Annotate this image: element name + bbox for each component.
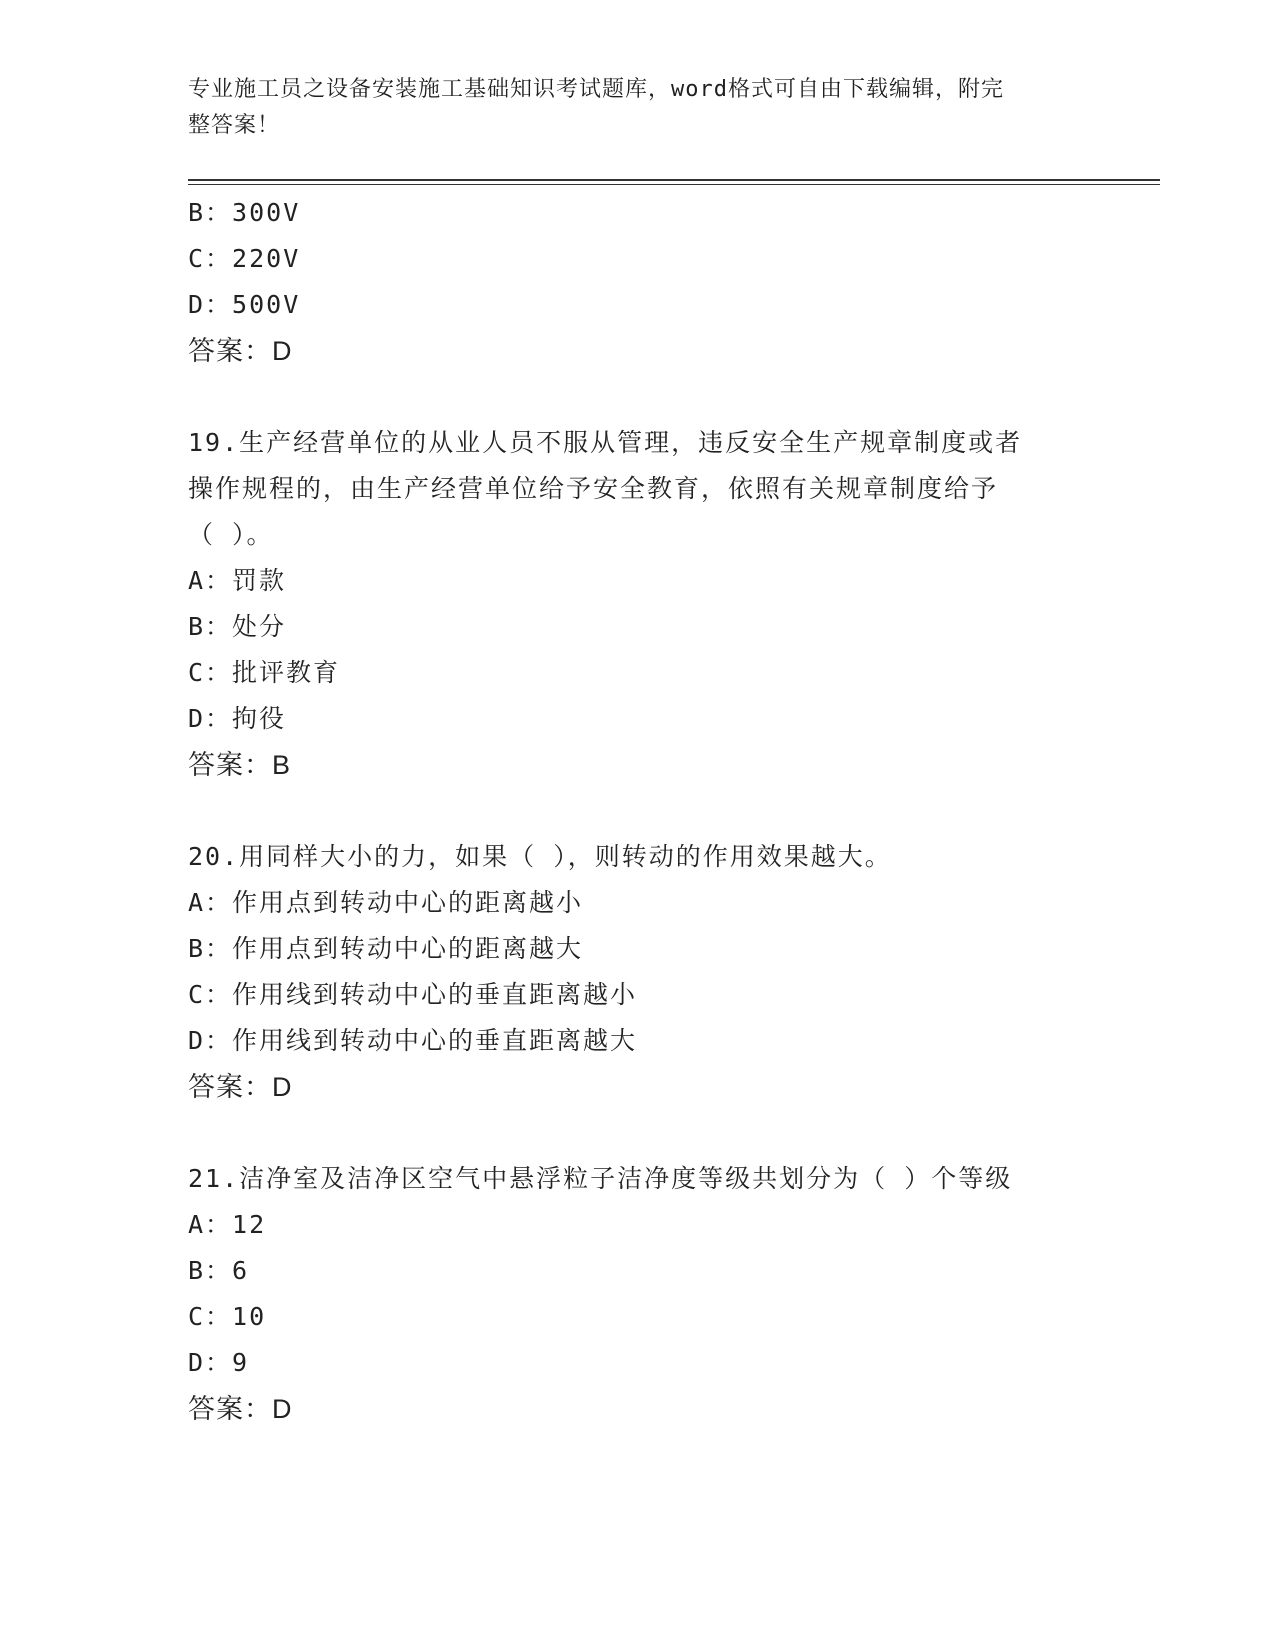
option-d: D：拘役	[188, 704, 287, 733]
header-line-2: 整答案！	[188, 113, 281, 138]
option-b: B：作用点到转动中心的距离越大	[188, 934, 584, 963]
spacer	[188, 788, 1088, 834]
option-a: A：12	[188, 1210, 267, 1239]
answer: 答案：D	[188, 336, 293, 366]
option-c: C：220V	[188, 244, 301, 273]
option-b: B：300V	[188, 198, 301, 227]
answer: 答案：B	[188, 750, 292, 780]
question-title-line-1: 20.用同样大小的力，如果（ ），则转动的作用效果越大。	[188, 842, 892, 871]
spacer	[188, 374, 1088, 420]
option-b: B：6	[188, 1256, 250, 1285]
answer: 答案：D	[188, 1072, 293, 1102]
answer: 答案：D	[188, 1394, 293, 1424]
option-c: C：批评教育	[188, 658, 341, 687]
option-c: C：作用线到转动中心的垂直距离越小	[188, 980, 638, 1009]
question-title-line-1: 19.生产经营单位的从业人员不服从管理，违反安全生产规章制度或者	[188, 428, 1023, 457]
spacer	[188, 1110, 1088, 1156]
question-title-line-1: 21.洁净室及洁净区空气中悬浮粒子洁净度等级共划分为（ ）个等级	[188, 1164, 1013, 1193]
question-title-line-3: （ ）。	[188, 520, 274, 549]
header-divider-thick	[188, 179, 1160, 181]
question-19	[188, 420, 1088, 788]
header-divider-thin	[188, 184, 1160, 185]
header-line-1: 专业施工员之设备安装施工基础知识考试题库，word格式可自由下载编辑，附完	[188, 77, 1004, 102]
question-title-line-2: 操作规程的，由生产经营单位给予安全教育，依照有关规章制度给予	[188, 474, 999, 503]
option-d: D：9	[188, 1348, 250, 1377]
question-content	[188, 190, 1088, 1432]
document-header	[188, 72, 1068, 144]
question-21	[188, 1156, 1088, 1432]
question-20	[188, 834, 1088, 1110]
option-b: B：处分	[188, 612, 287, 641]
carryover-question	[188, 190, 1088, 374]
option-c: C：10	[188, 1302, 267, 1331]
option-d: D：500V	[188, 290, 301, 319]
option-d: D：作用线到转动中心的垂直距离越大	[188, 1026, 638, 1055]
option-a: A：罚款	[188, 566, 287, 595]
option-a: A：作用点到转动中心的距离越小	[188, 888, 584, 917]
